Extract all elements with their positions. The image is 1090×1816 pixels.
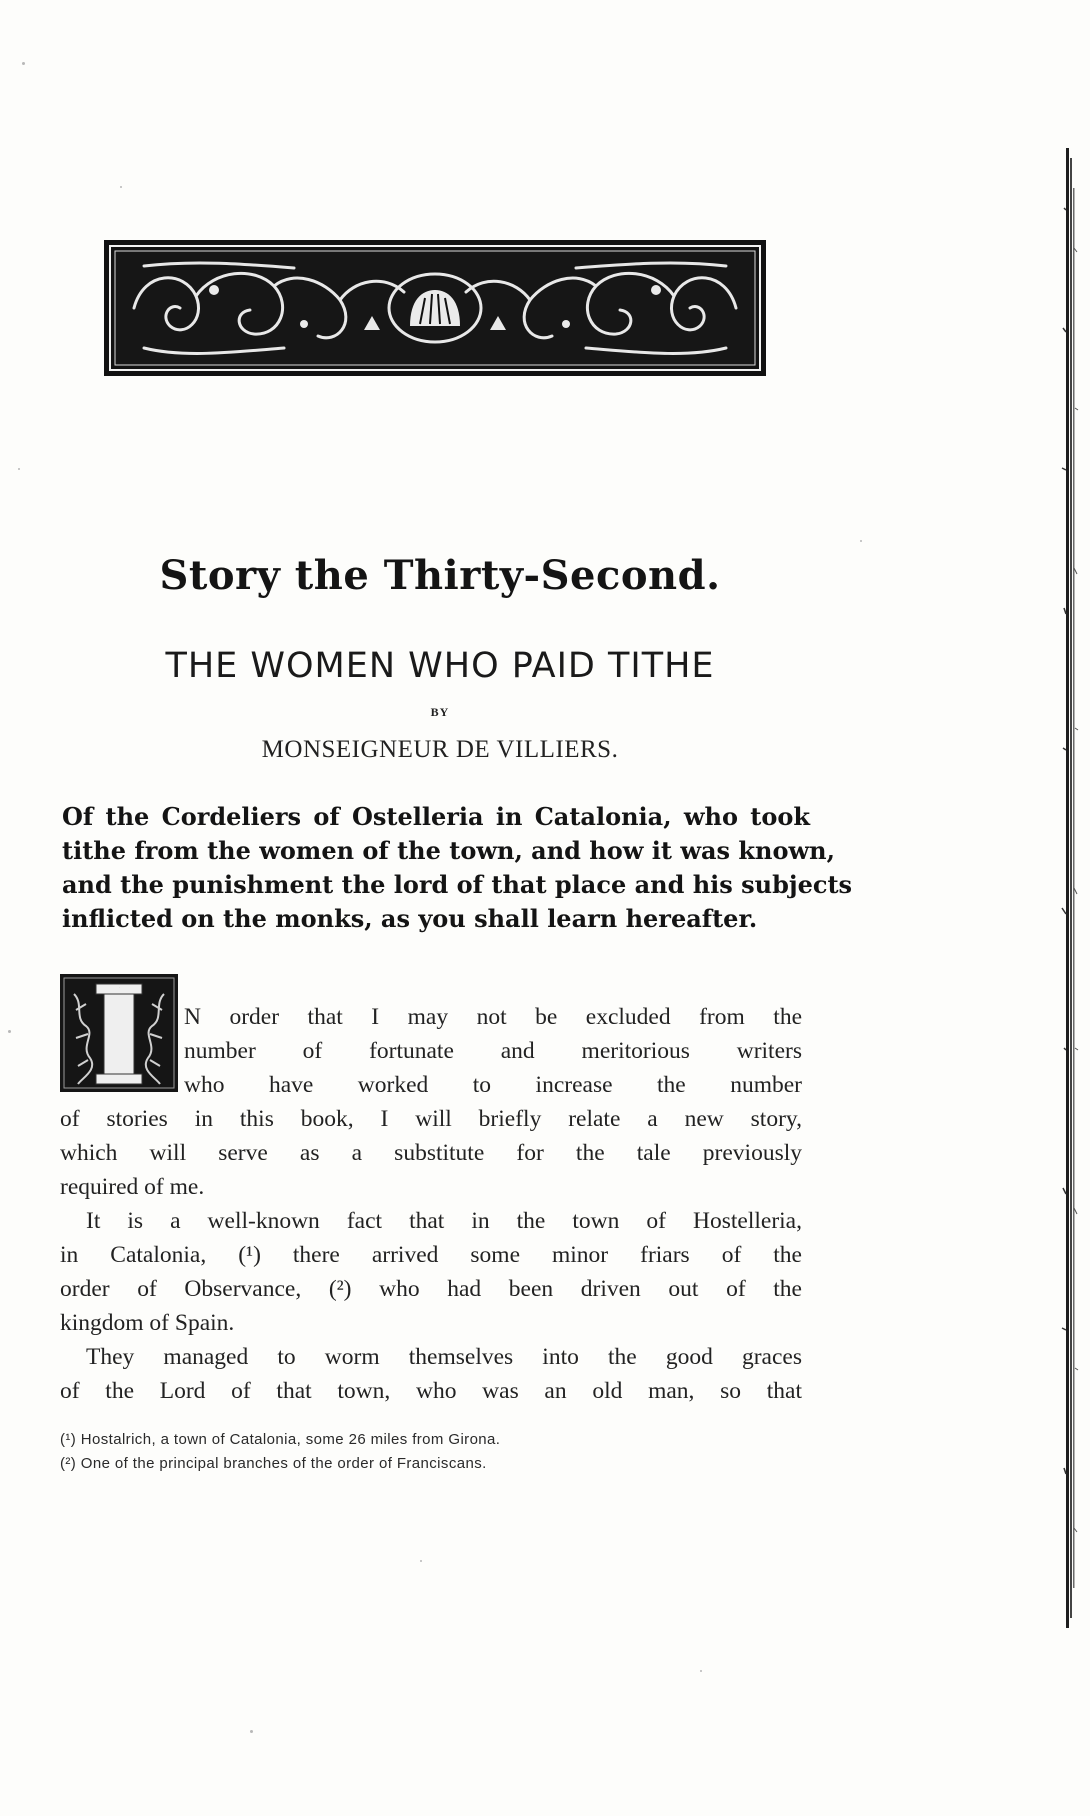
page-edge-shadow: [1060, 148, 1082, 1628]
text-line: order of Observance, (²) who had been driven out of the: [60, 1276, 802, 1302]
text-line: required of me.: [60, 1174, 205, 1200]
text-line: It is a well-known fact that in the town of Hostelleria,: [86, 1208, 802, 1234]
text-line: of the Lord of that town, who was an old man, so that: [60, 1378, 802, 1404]
text-line: number of fortunate and meritorious writers: [184, 1038, 802, 1064]
byline-label: BY: [430, 705, 450, 719]
footnote-mark: (¹): [60, 1431, 77, 1448]
summary-line: tithe from the women of the town, and how it was known,: [62, 836, 835, 865]
paper-speck: [700, 1670, 702, 1672]
paper-speck: [22, 62, 25, 65]
header-ornament-image: [104, 240, 766, 376]
text-line: in Catalonia, (¹) there arrived some minor friars of the: [60, 1242, 802, 1268]
paragraph-1-opening: [60, 1000, 802, 1102]
text-line: kingdom of Spain.: [60, 1310, 235, 1336]
paper-speck: [18, 468, 20, 470]
story-summary: [62, 800, 853, 936]
footnote: [60, 1452, 802, 1476]
text-line: N order that I may not be excluded from the: [184, 1004, 802, 1030]
footnote-text: Hostalrich, a town of Catalonia, some 26 miles from Girona.: [80, 1431, 501, 1448]
drop-cap-letter: I: [119, 988, 120, 989]
paragraph-2: [60, 1204, 802, 1340]
footnotes: [60, 1428, 802, 1476]
text-line: which will serve as a substitute for the tale previously: [60, 1140, 802, 1166]
footnote-text: One of the principal branches of the order of Franciscans.: [80, 1455, 487, 1472]
text-line: They managed to worm themselves into the good graces: [86, 1344, 802, 1370]
footnote: [60, 1428, 802, 1452]
summary-line: inflicted on the monks, as you shall learn hereafter.: [62, 904, 758, 933]
paper-speck: [420, 1560, 422, 1562]
paper-speck: [860, 540, 862, 542]
story-number-heading: Story the Thirty-Second.: [159, 552, 721, 599]
summary-line: Of the Cordeliers of Ostelleria in Catalonia, who took: [62, 802, 810, 831]
paper-speck: [8, 1030, 11, 1033]
text-line: of stories in this book, I will briefly relate a new story,: [60, 1106, 802, 1132]
paragraph-1-continued: [60, 1102, 802, 1204]
text-line: who have worked to increase the number: [184, 1072, 802, 1098]
story-title: THE WOMEN WHO PAID TITHE: [165, 646, 715, 686]
paper-speck: [250, 1730, 253, 1733]
paper-speck: [120, 186, 122, 188]
footnote-mark: (²): [60, 1455, 77, 1472]
story-author: MONSEIGNEUR DE VILLIERS.: [261, 736, 619, 763]
paragraph-3: [60, 1340, 802, 1408]
summary-line: and the punishment the lord of that place and his subjects: [62, 870, 853, 899]
